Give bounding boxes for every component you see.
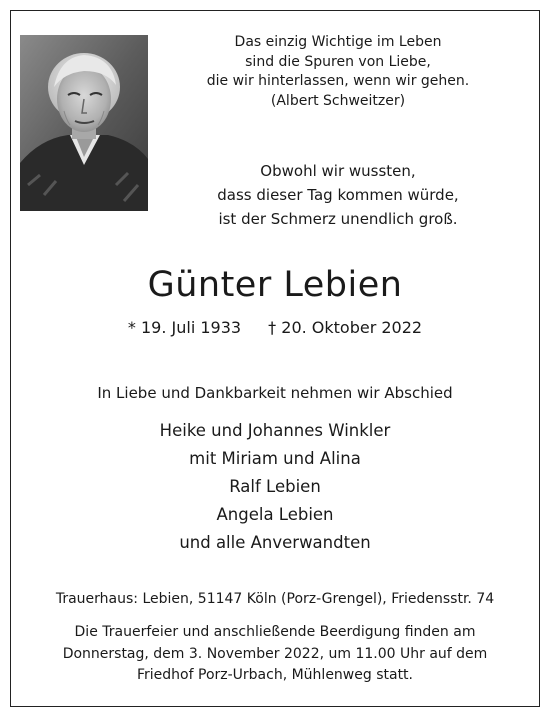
mourners-list [0, 417, 550, 557]
life-dates [0, 316, 550, 340]
farewell-line: In Liebe und Dankbarkeit nehmen wir Abschied [97, 384, 453, 402]
funeral-line: Friedhof Porz-Urbach, Mühlenweg statt. [137, 667, 413, 683]
sorrow-line: Obwohl wir wussten, [260, 162, 416, 180]
sorrow-verse [178, 159, 498, 231]
quote-line: Das einzig Wichtige im Leben [234, 34, 442, 50]
mourner-line: und alle Anverwandten [179, 533, 371, 552]
mourner-line: Heike und Johannes Winkler [159, 421, 391, 440]
mourner-line: mit Miriam und Alina [189, 449, 361, 468]
quote-line: die wir hinterlassen, wenn wir gehen. [206, 73, 470, 89]
quote-line: sind die Spuren von Liebe, [245, 53, 431, 70]
mourning-house-address: Trauerhaus: Lebien, 51147 Köln (Porz-Grengel), Friedensstr. 74 [55, 591, 495, 607]
mourner-line: Ralf Lebien [229, 477, 321, 496]
funeral-line: Die Trauerfeier und anschließende Beerdigung finden am [74, 624, 476, 640]
quote-block [178, 33, 498, 111]
quote-attribution: (Albert Schweitzer) [270, 92, 406, 109]
deceased-name: Günter Lebien [147, 265, 403, 305]
sorrow-line: ist der Schmerz unendlich groß. [218, 210, 458, 228]
sorrow-line: dass dieser Tag kommen würde, [217, 186, 459, 204]
birth-date: * 19. Juli 1933 [127, 318, 242, 337]
portrait-photo [20, 35, 148, 211]
funeral-details [0, 622, 550, 687]
death-date: † 20. Oktober 2022 [268, 318, 423, 337]
mourner-line: Angela Lebien [216, 505, 334, 524]
funeral-line: Donnerstag, dem 3. November 2022, um 11.00 Uhr auf dem [62, 645, 488, 662]
